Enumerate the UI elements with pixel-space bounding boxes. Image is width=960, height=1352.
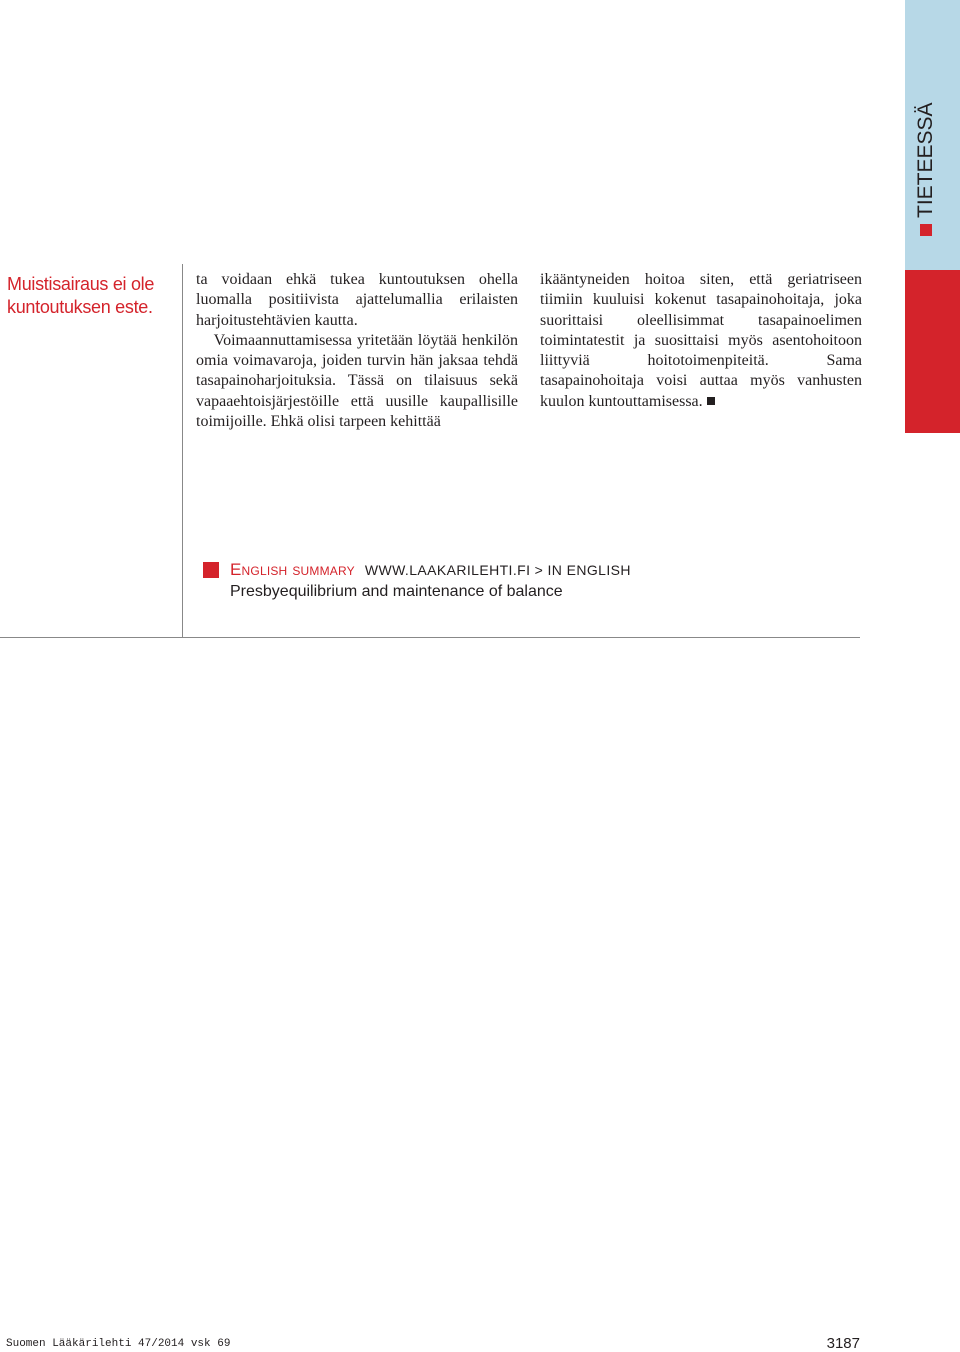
pullquote: Muistisairaus ei ole kuntoutuksen este. — [7, 274, 155, 317]
paragraph — [540, 270, 862, 412]
journal-footer: Suomen Lääkärilehti 47/2014 vsk 69 — [6, 1338, 231, 1350]
section-tab-label — [915, 102, 936, 236]
paragraph-text: ikääntyneiden hoitoa siten, että geriatriseen tiimiin kuuluisi kokenut tasapainohoitaja, joka suorittaisi oleellisimmat tasapainoelimen toimintatestit ja suosittaisi myös asentohoitoon liittyviä hoitotoimenpiteitä. Sama tasapainohoitaja voisi auttaa myös vanhusten kuulon kuntouttamisessa. — [540, 271, 862, 410]
paragraph: ta voidaan ehkä tukea kuntoutuksen ohella luomalla positiivista ajattelumallia erilaisten harjoitustehtävien kautta. — [196, 271, 518, 329]
summary-link[interactable]: WWW.LAAKARILEHTI.FI > IN ENGLISH — [364, 562, 631, 578]
paragraph: Voimaannuttamisessa yritetään löytää henkilön omia voimavaroja, joiden turvin hän jaksaa tehdä tasapainoharjoituksia. Tässä on tilaisuus sekä vapaaehtoisjärjestöille että uusille kaupallisille toimijoille. Ehkä olisi tarpeen kehittää — [196, 331, 518, 431]
page-number: 3187 — [826, 1335, 860, 1352]
section-tab-text: TIETEESSÄ — [914, 102, 937, 218]
section-tab — [905, 0, 960, 433]
article-column-1 — [196, 270, 518, 432]
column-divider — [182, 264, 183, 638]
red-square-icon — [203, 562, 219, 578]
summary-title: Presbyequilibrium and maintenance of balance — [230, 583, 563, 600]
section-tab-red-band — [905, 270, 960, 433]
summary-heading: English summary — [230, 560, 355, 579]
bottom-rule-left — [0, 637, 182, 638]
end-of-article-icon — [707, 397, 715, 405]
red-square-icon — [920, 224, 932, 236]
english-summary — [203, 559, 803, 601]
bottom-rule-right — [183, 637, 860, 638]
article-column-2 — [540, 270, 862, 412]
